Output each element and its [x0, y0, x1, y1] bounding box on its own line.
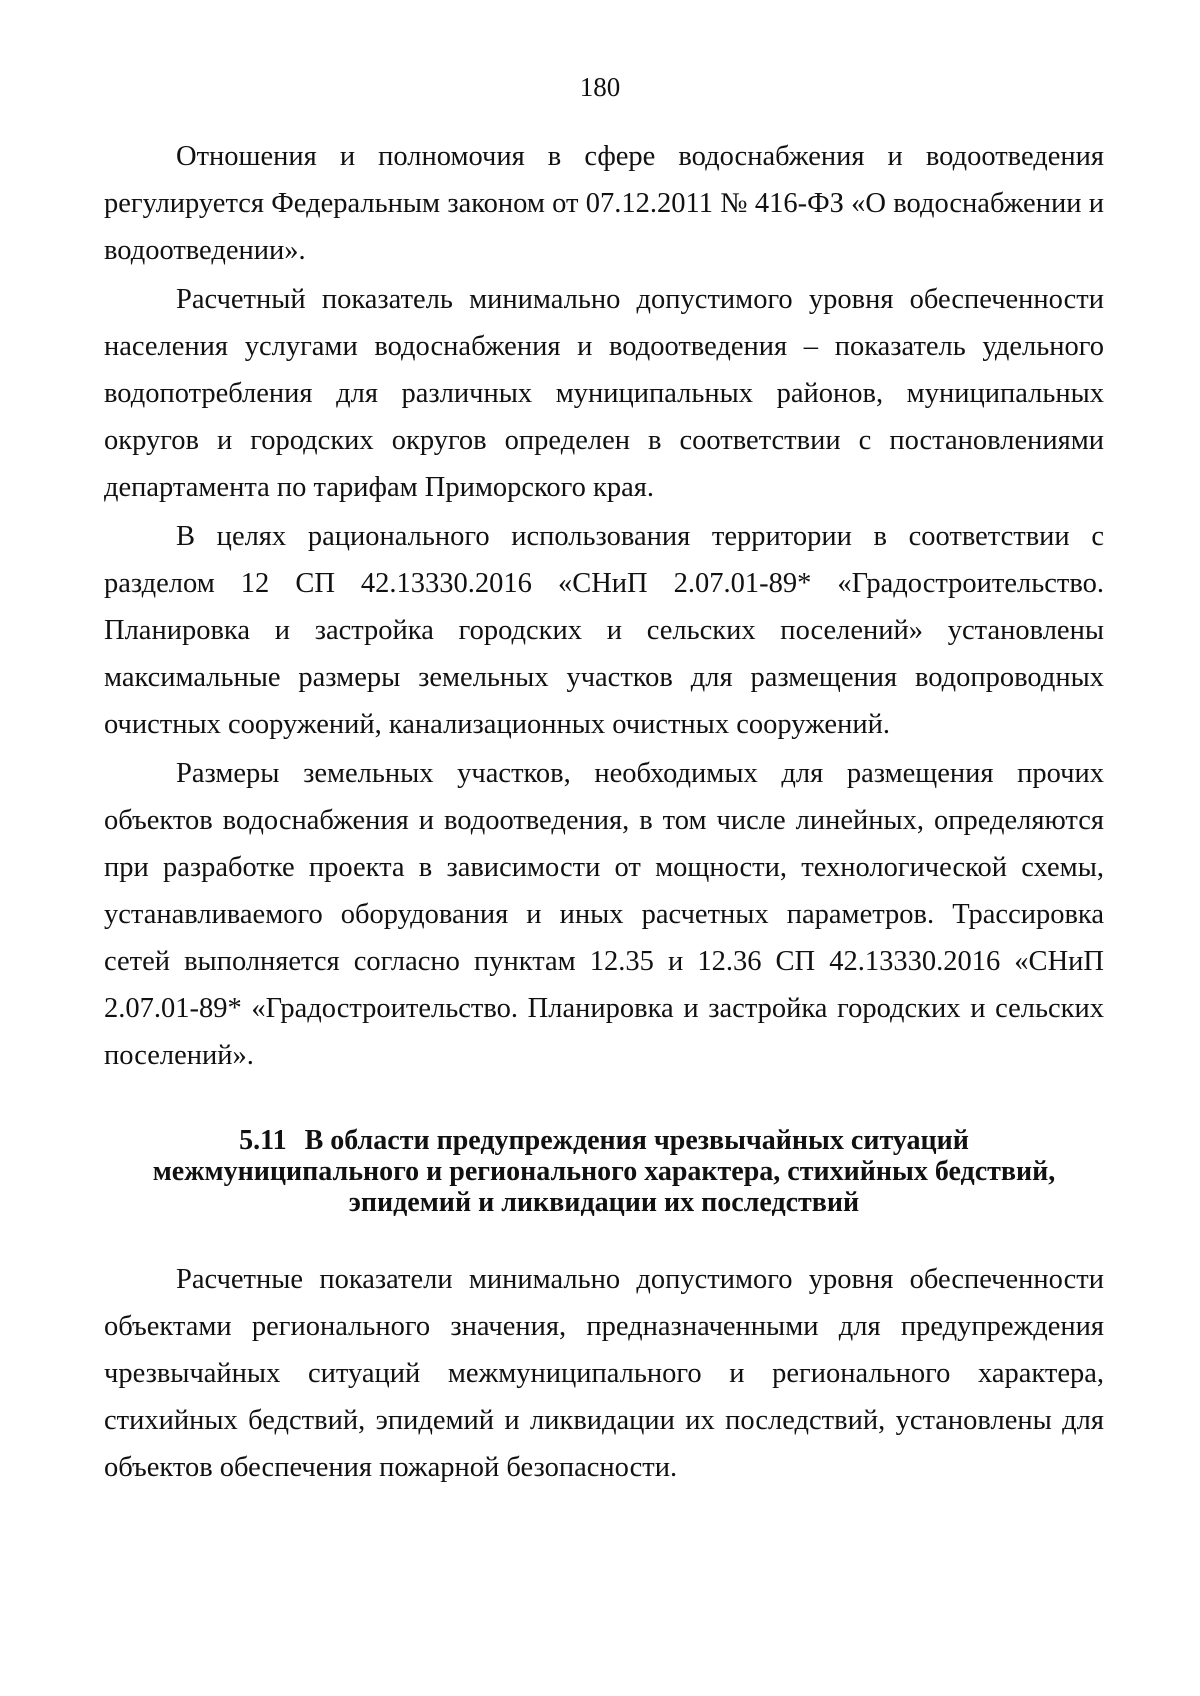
paragraph-land-plots-max: В целях рационального использования территории в соответствии с разделом 12 СП 42.13330.2016 «СНиП 2.07.01-89* «Градостроительство. Планировка и застройка городских и сельских поселений» установлены максимальные размеры земельных участков для размещения водопроводных очистных сооружений, канализационных очистных сооружений.	[104, 521, 1104, 740]
section-heading-line-1	[104, 1125, 1104, 1156]
paragraph-water-consumption: Расчетный показатель минимально допустимого уровня обеспеченности населения услугами водоснабжения и водоотведения – показатель удельного водопотребления для различных муниципальных районов, муниципальных округов и городских округов определен в соответствии с постановлениями департамента по тарифам Приморского края.	[104, 284, 1104, 503]
paragraph-land-plots-other: Размеры земельных участков, необходимых для размещения прочих объектов водоснабжения и водоотведения, в том числе линейных, определяются при разработке проекта в зависимости от мощности, технологической схемы, устанавливаемого оборудования и иных расчетных параметров. Трассировка сетей выполняется согласно пунктам 12.35 и 12.36 СП 42.13330.2016 «СНиП 2.07.01-89* «Градостроительство. Планировка и застройка городских и сельских поселений».	[104, 758, 1104, 1071]
section-number: 5.11	[239, 1125, 287, 1156]
section-title-line-1: В области предупреждения чрезвычайных ситуаций	[304, 1125, 969, 1156]
section-title-line-3: эпидемий и ликвидации их последствий	[348, 1187, 860, 1218]
section-title-line-2: межмуниципального и регионального характера, стихийных бедствий,	[152, 1156, 1056, 1187]
body-text	[104, 133, 1104, 1493]
paragraph-water-law: Отношения и полномочия в сфере водоснабжения и водоотведения регулируется Федеральным законом от 07.12.2011 № 416-ФЗ «О водоснабжении и водоотведении».	[104, 141, 1104, 266]
section-heading	[104, 1125, 1104, 1218]
page-number: 180	[579, 72, 621, 102]
paragraph-emergency-indicators: Расчетные показатели минимально допустимого уровня обеспеченности объектами регионального значения, предназначенными для предупреждения чрезвычайных ситуаций межмуниципального и регионального характера, стихийных бедствий, эпидемий и ликвидации их последствий, установлены для объектов обеспечения пожарной безопасности.	[104, 1264, 1104, 1483]
